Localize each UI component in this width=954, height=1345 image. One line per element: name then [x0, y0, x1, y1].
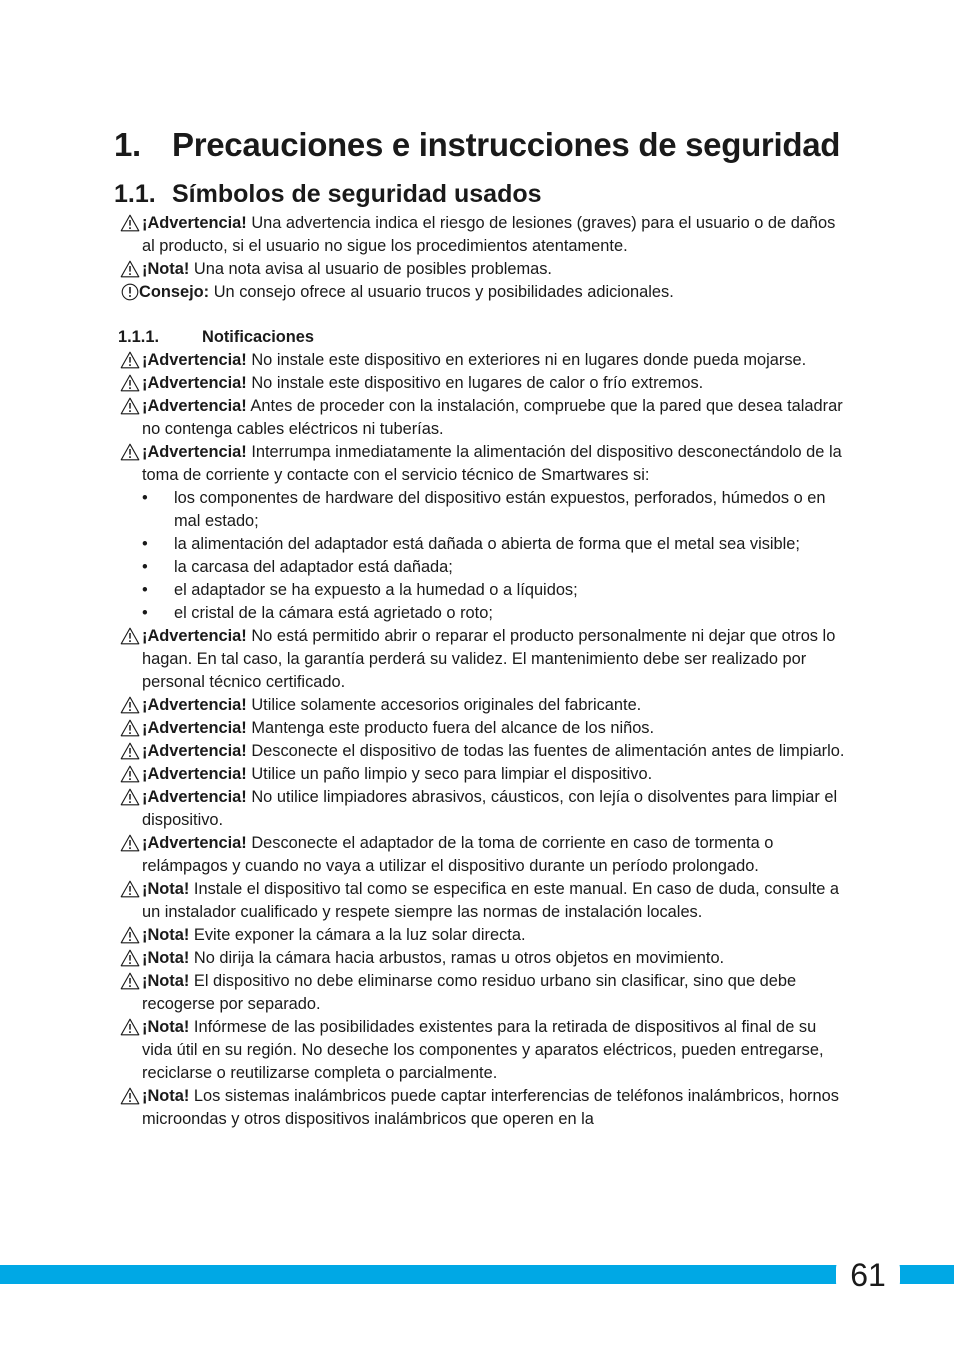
warning-icon — [120, 719, 140, 737]
notice-label: ¡Advertencia! — [142, 765, 247, 783]
notice-item — [118, 970, 848, 1016]
notice-text: No instale este dispositivo en exteriores ni en lugares donde pueda mojarse. — [251, 351, 807, 369]
notice-text: Mantenga este producto fuera del alcance de los niños. — [251, 719, 655, 737]
notice-text: No utilice limpiadores abrasivos, cáusticos, con lejía o disolventes para limpiar el dispositivo. — [142, 788, 838, 829]
notice-text: Interrumpa inmediatamente la alimentación del dispositivo desconectándolo de la toma de corriente y contacte con el servicio técnico de Smartwares si: — [142, 443, 842, 484]
notice-label: ¡Advertencia! — [142, 397, 247, 415]
subsection-heading — [114, 180, 814, 209]
warning-icon — [120, 443, 140, 461]
notice-label: ¡Advertencia! — [142, 834, 247, 852]
subsection-title: Símbolos de seguridad usados — [172, 180, 542, 208]
notice-item — [118, 717, 848, 740]
list-item: • el cristal de la cámara está agrietado o roto; — [142, 602, 848, 625]
notice-item — [118, 694, 848, 717]
notice-label: ¡Advertencia! — [142, 443, 247, 461]
warning-icon — [120, 397, 140, 415]
symbols-list — [118, 212, 848, 304]
notice-item — [118, 1016, 848, 1085]
notice-item — [118, 786, 848, 832]
subsubsection-heading — [118, 326, 848, 349]
notice-item — [118, 372, 848, 395]
notice-text: Una nota avisa al usuario de posibles problemas. — [193, 260, 552, 278]
notice-label: ¡Nota! — [142, 880, 190, 898]
notice-text: Antes de proceder con la instalación, compruebe que la pared que desea taladrar no contenga cables eléctricos ni tuberías. — [142, 397, 843, 438]
subsubsection-title: Notificaciones — [202, 328, 315, 346]
notice-item — [118, 740, 848, 763]
notice-item — [118, 878, 848, 924]
notice-item — [118, 212, 848, 258]
page-content — [118, 212, 848, 1131]
notice-text: Utilice solamente accesorios originales del fabricante. — [251, 696, 642, 714]
notice-text: Un consejo ofrece al usuario trucos y posibilidades adicionales. — [213, 283, 674, 301]
notice-label: ¡Nota! — [142, 972, 190, 990]
notice-item — [118, 947, 848, 970]
notices-list-continued — [118, 625, 848, 1131]
notice-label: ¡Nota! — [142, 1087, 190, 1105]
notice-label: ¡Nota! — [142, 260, 190, 278]
section-number: 1. — [114, 126, 141, 163]
notice-label: ¡Advertencia! — [142, 374, 247, 392]
notice-text: Infórmese de las posibilidades existentes para la retirada de dispositivos al final de su vida útil en su región. No deseche los componentes y aparatos eléctricos, pueden entregarse, reciclarse o reutilizarse completa o parcialmente. — [142, 1018, 824, 1082]
warning-icon — [120, 214, 140, 232]
notice-text: Una advertencia indica el riesgo de lesiones (graves) para el usuario o de daños al producto, si el usuario no sigue los procedimientos atentamente. — [142, 214, 836, 255]
warning-icon — [120, 788, 140, 806]
list-item: • el adaptador se ha expuesto a la humedad o a líquidos; — [142, 579, 848, 602]
notice-label: ¡Advertencia! — [142, 627, 247, 645]
warning-icon — [120, 742, 140, 760]
notice-text: Utilice un paño limpio y seco para limpiar el dispositivo. — [251, 765, 653, 783]
list-item: • la carcasa del adaptador está dañada; — [142, 556, 848, 579]
notice-label: Consejo: — [139, 283, 210, 301]
notice-label: ¡Advertencia! — [142, 719, 247, 737]
notice-text: Los sistemas inalámbricos puede captar interferencias de teléfonos inalámbricos, hornos microondas y otros dispositivos inalámbricos que operen en la — [142, 1087, 839, 1128]
notice-item — [118, 832, 848, 878]
warning-icon — [120, 765, 140, 783]
warning-icon — [120, 972, 140, 990]
notice-label: ¡Nota! — [142, 949, 190, 967]
notice-text: Evite exponer la cámara a la luz solar directa. — [193, 926, 526, 944]
warning-icon — [120, 1018, 140, 1036]
section-title: Precauciones e instrucciones de seguridad — [172, 126, 841, 163]
warning-icon — [120, 696, 140, 714]
notice-label: ¡Nota! — [142, 1018, 190, 1036]
warning-icon — [120, 351, 140, 369]
notices-list — [118, 349, 848, 487]
notice-label: ¡Advertencia! — [142, 351, 247, 369]
notice-label: ¡Nota! — [142, 926, 190, 944]
notice-item — [118, 349, 848, 372]
subsection-number: 1.1. — [114, 180, 156, 208]
warning-icon — [120, 627, 140, 645]
notice-item — [118, 763, 848, 786]
warning-icon — [120, 880, 140, 898]
notice-label: ¡Advertencia! — [142, 214, 247, 232]
notice-text: Instale el dispositivo tal como se especifica en este manual. En caso de duda, consulte a un instalador cualificado y respete siempre las normas de instalación locales. — [142, 880, 839, 921]
notice-item — [118, 281, 848, 304]
notice-text: El dispositivo no debe eliminarse como residuo urbano sin clasificar, sino que debe recogerse por separado. — [142, 972, 797, 1013]
warning-icon — [120, 834, 140, 852]
warning-icon — [120, 949, 140, 967]
page-number: 61 — [836, 1259, 900, 1291]
subsubsection-number: 1.1.1. — [118, 328, 160, 346]
warning-icon — [120, 260, 140, 278]
notice-item — [118, 258, 848, 281]
notice-text: No está permitido abrir o reparar el producto personalmente ni dejar que otros lo hagan. En tal caso, la garantía perderá su validez. El mantenimiento debe ser realizado por personal técnico certificado. — [142, 627, 836, 691]
notice-label: ¡Advertencia! — [142, 696, 247, 714]
notice-label: ¡Advertencia! — [142, 742, 247, 760]
notice-item — [118, 441, 848, 487]
notice-text: No dirija la cámara hacia arbustos, ramas u otros objetos en movimiento. — [193, 949, 725, 967]
list-item: • los componentes de hardware del dispositivo están expuestos, perforados, húmedos o en mal estado; — [142, 487, 848, 533]
page-title — [114, 126, 914, 164]
warning-icon — [120, 1087, 140, 1105]
notice-item — [118, 1085, 848, 1131]
list-item: • la alimentación del adaptador está dañada o abierta de forma que el metal sea visible; — [142, 533, 848, 556]
warning-icon — [120, 926, 140, 944]
footer-bar — [0, 1265, 954, 1284]
tip-icon — [120, 283, 140, 301]
notice-text: Desconecte el dispositivo de todas las fuentes de alimentación antes de limpiarlo. — [251, 742, 845, 760]
notice-item — [118, 395, 848, 441]
notice-label: ¡Advertencia! — [142, 788, 247, 806]
notice-text: No instale este dispositivo en lugares de calor o frío extremos. — [251, 374, 704, 392]
notice-text: Desconecte el adaptador de la toma de corriente en caso de tormenta o relámpagos y cuando no vaya a utilizar el dispositivo durante un período prolongado. — [142, 834, 774, 875]
bullet-list — [118, 487, 848, 625]
notice-item — [118, 924, 848, 947]
warning-icon — [120, 374, 140, 392]
notice-item — [118, 625, 848, 694]
